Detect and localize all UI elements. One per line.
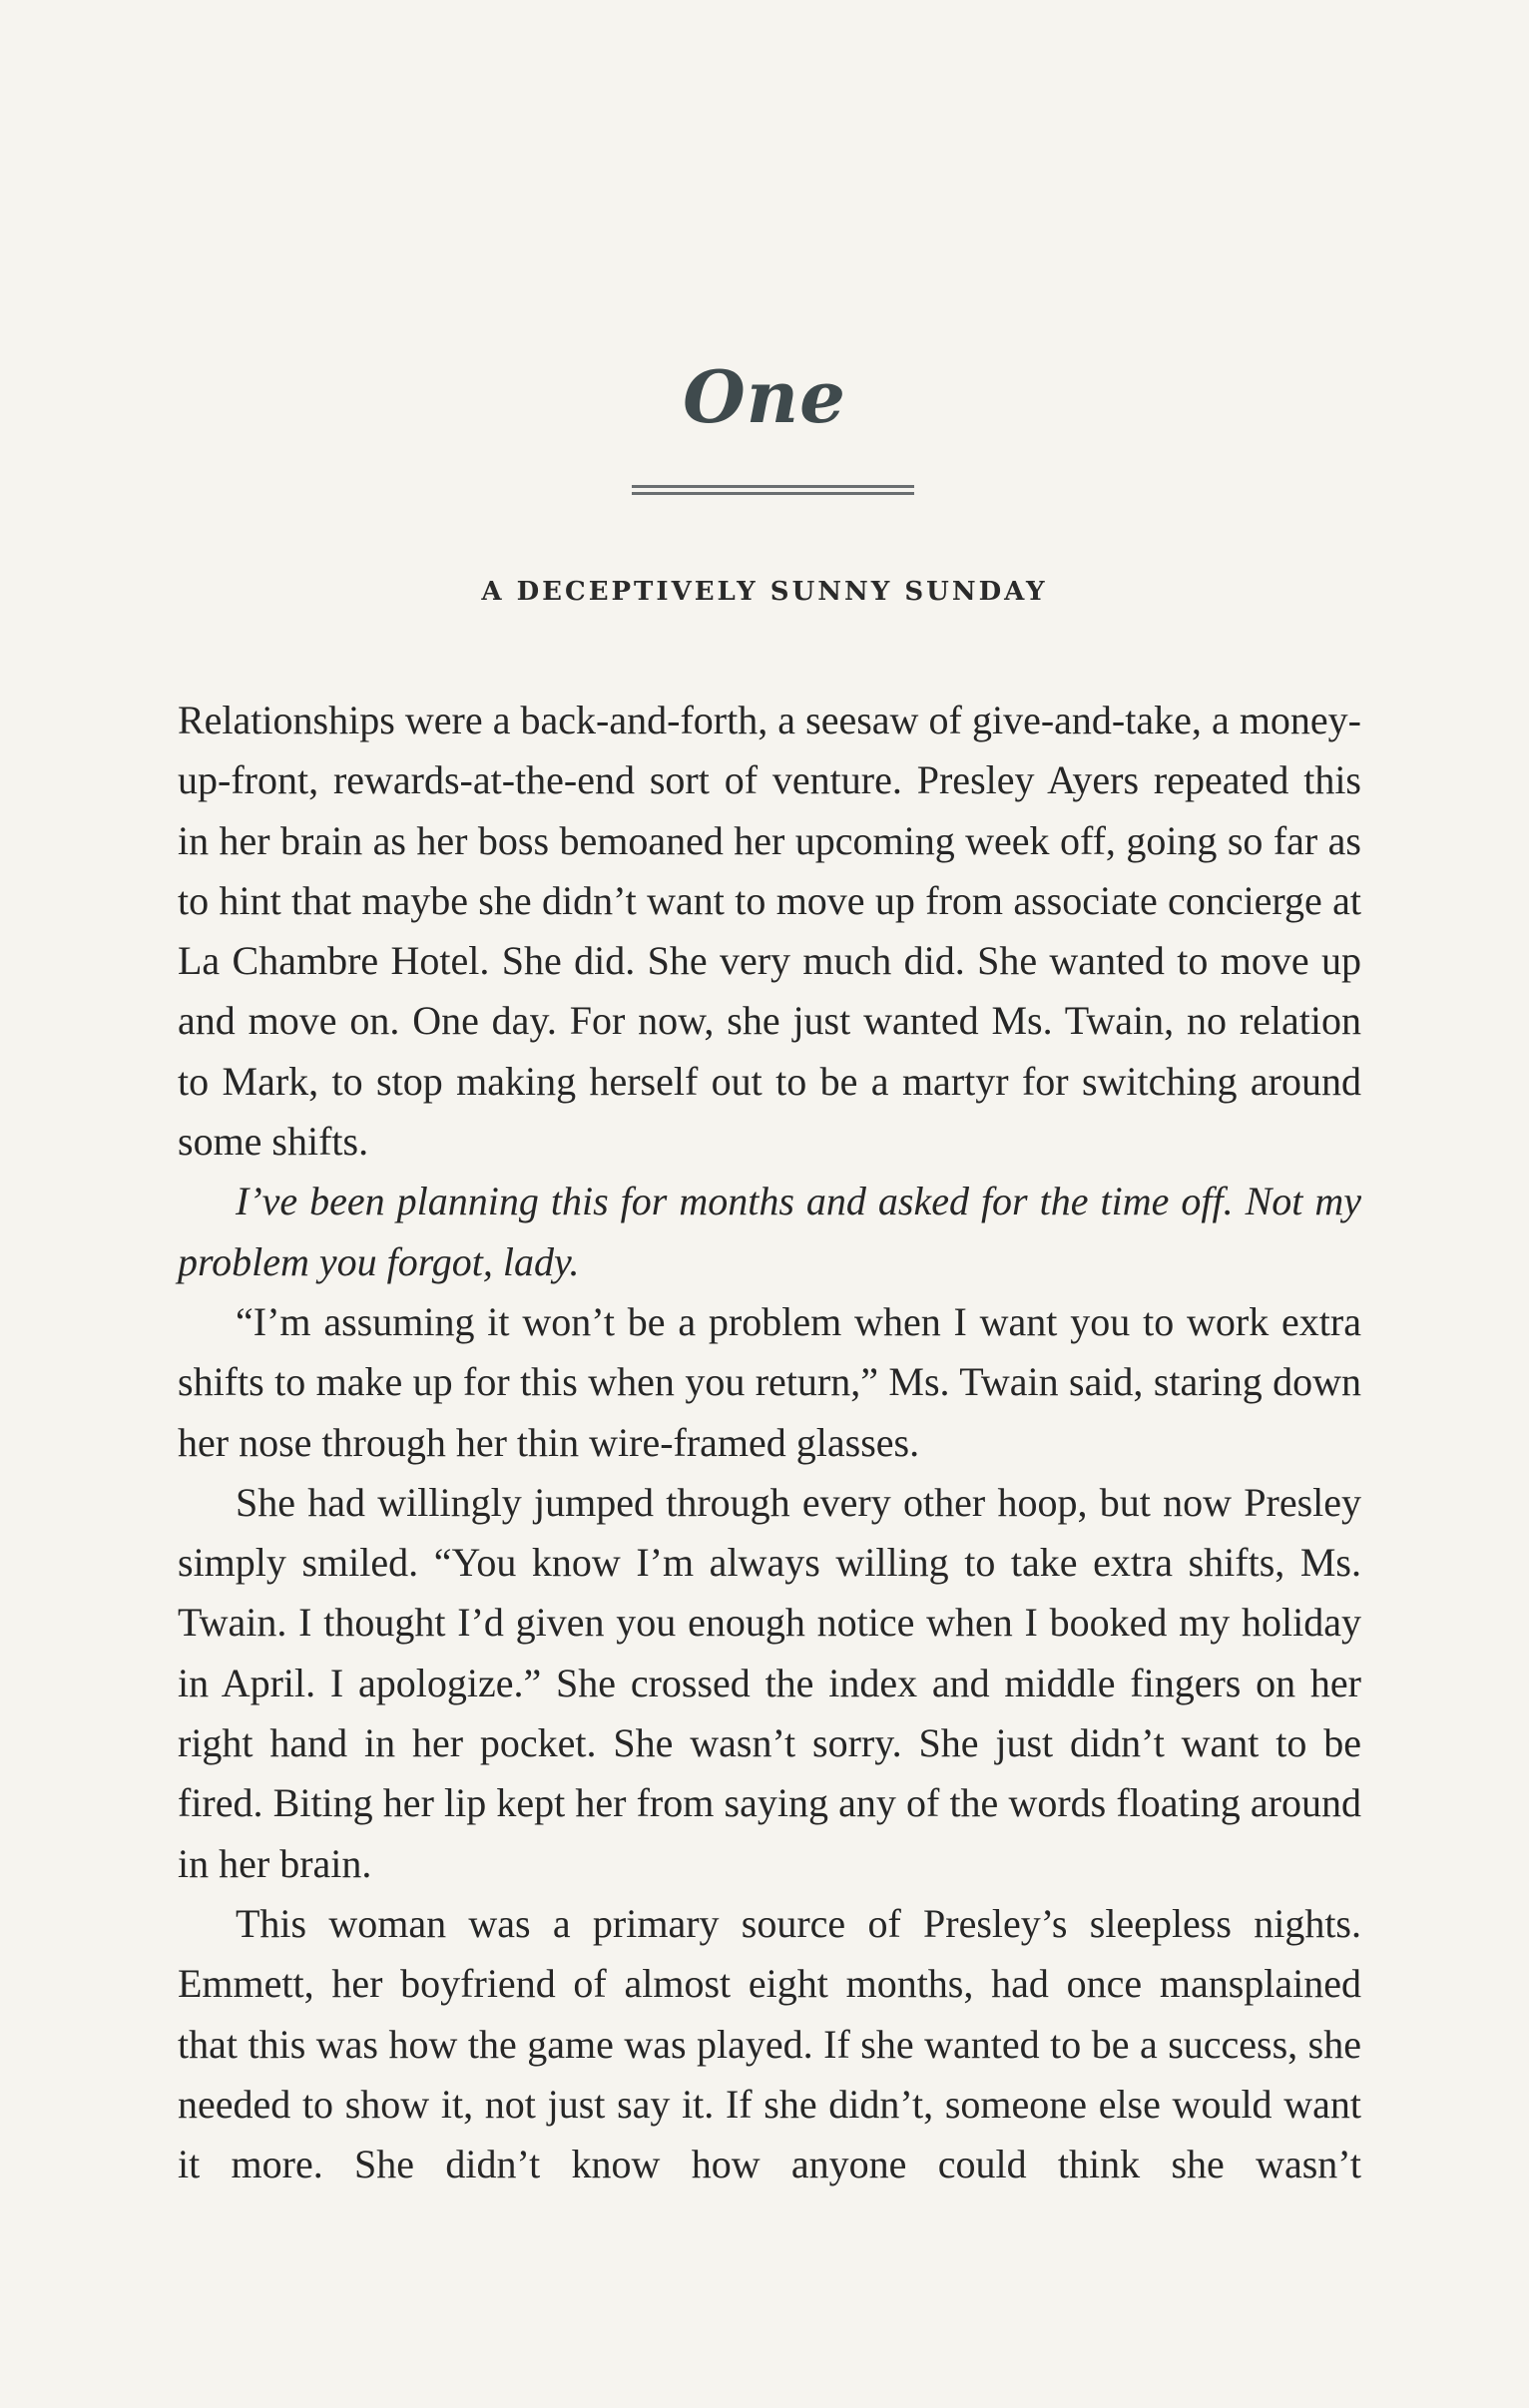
chapter-subtitle: A DECEPTIVELY SUNNY SUNDAY	[481, 577, 1048, 607]
paragraph-italic-thought: I’ve been planning this for months and asked for the time off. Not my problem you forgot, lady.	[178, 1179, 1361, 1284]
paragraph: This woman was a primary source of Presley’s sleepless nights. Emmett, her boyfriend of almost eight months, had once mansplained that this was how the game was played. If she wanted to be a success, she needed to show it, not just say it. If she didn’t, someone else would want it more. She didn’t know how anyone could think she wasn’t	[178, 1900, 1361, 2187]
paragraph: She had willingly jumped through every other hoop, but now Presley simply smiled. “You know I’m always willing to take extra shifts, Ms. Twain. I thought I’d given you enough notice when I booked my holiday in April. I apologize.” She crossed the index and middle fingers on her right hand in her pocket. She wasn’t sorry. She just didn’t want to be fired. Biting her lip kept her from saying any of the words floating around in her brain.	[178, 1479, 1361, 1886]
paragraph: Relationships were a back-and-forth, a seesaw of give-and-take, a money-up-front, rewards-at-the-end sort of venture. Presley Ayers repeated this in her brain as her boss bemoaned her upcoming week off, going so far as to hint that maybe she didn’t want to move up from associate concierge at La Chambre Hotel. She did. She very much did. She wanted to move up and move on. One day. For now, she just wanted Ms. Twain, no relation to Mark, to stop making herself out to be a martyr for switching around some shifts.	[178, 698, 1361, 1165]
paragraph: “I’m assuming it won’t be a problem when I want you to work extra shifts to make up for this when you return,” Ms. Twain said, staring down her nose through her thin wire-framed glasses.	[178, 1298, 1361, 1465]
chapter-title: One	[683, 354, 846, 439]
title-divider	[632, 485, 914, 495]
body-text	[178, 691, 1361, 2194]
